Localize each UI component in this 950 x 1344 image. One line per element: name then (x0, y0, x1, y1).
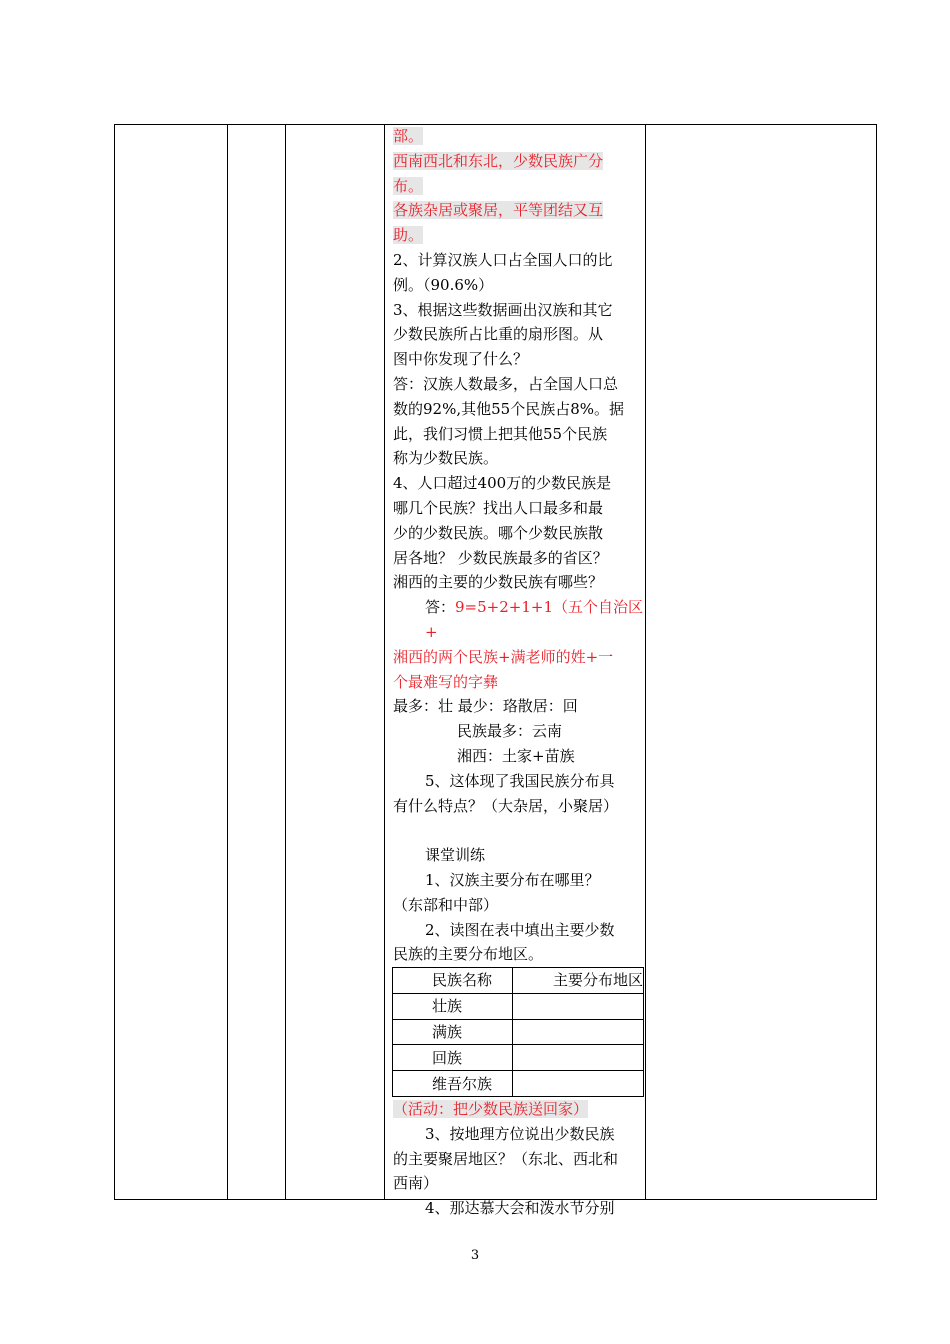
activity-note: （活动：把少数民族送回家） (393, 1100, 589, 1119)
text-line (393, 496, 645, 521)
text-line-content: 称为少数民族。 (393, 449, 499, 468)
table-row (393, 1071, 644, 1097)
text-line-content: 少的少数民族。哪个少数民族散 (393, 523, 604, 542)
text-line-content: 少数民族所占比重的扇形图。从 (393, 325, 604, 344)
text-line (393, 174, 645, 199)
page-number: 3 (470, 1248, 480, 1263)
text-line-content: 此，我们习惯上把其他55个民族 (393, 424, 608, 443)
q4-line-1: 4、那达慕大会和泼水节分别 (425, 1199, 615, 1218)
table-cell (512, 993, 643, 1019)
table-row (393, 993, 644, 1019)
table-cell (512, 1045, 643, 1071)
text-line (393, 223, 645, 248)
text-line-content: 湘西的主要的少数民族有哪些？ (393, 573, 604, 592)
text-line (393, 322, 645, 347)
table-header-row (393, 968, 644, 994)
q5-line-1: 5、这体现了我国民族分布具 (425, 771, 615, 790)
table-header-cell: 主要分布地区 (512, 968, 643, 994)
column-divider-3 (384, 124, 385, 1200)
q5-line-2: 有什么特点？（大杂居，小聚居） (393, 796, 619, 815)
table-cell: 壮族 (393, 993, 513, 1019)
text-line (393, 546, 645, 571)
text-line-content: 部。 (393, 127, 424, 145)
text-line-content: 助。 (393, 226, 424, 245)
training-q2-line-2: 民族的主要分布地区。 (393, 945, 544, 964)
q3-line-2: 的主要聚居地区？（东北、西北和 (393, 1149, 619, 1168)
text-line-content: 3、根据这些数据画出汉族和其它 (393, 300, 613, 319)
text-line (393, 570, 645, 595)
table-row (393, 1045, 644, 1071)
answer-detail-2: 民族最多：云南 (457, 722, 563, 741)
text-line (393, 198, 645, 223)
text-line-content: 数的92%,其他55个民族占8%。据 (393, 399, 624, 418)
answer-line-2: 湘西的两个民族+满老师的姓+一 (393, 647, 614, 666)
column-divider-1 (227, 124, 228, 1200)
text-line (393, 124, 645, 149)
answer-line-3: 个最难写的字彝 (393, 672, 499, 691)
content-lines (393, 124, 645, 595)
column-divider-4 (645, 124, 646, 1200)
text-line (393, 273, 645, 298)
text-line-content: 4、人口超过400万的少数民族是 (393, 474, 612, 493)
text-line-content: 例。（90.6%） (393, 275, 494, 294)
text-line (393, 422, 645, 447)
training-q1-line-2: （东部和中部） (393, 895, 499, 914)
text-line (393, 397, 645, 422)
text-line (393, 521, 645, 546)
blank-line (393, 818, 645, 843)
q3-line-3: 西南） (393, 1174, 439, 1193)
answer-detail-1: 最多：壮 最少：珞散居：回 (393, 697, 578, 716)
text-line-content: 布。 (393, 176, 424, 195)
table-cell (512, 1071, 643, 1097)
text-line-content: 西南西北和东北，少数民族广分 (393, 151, 604, 170)
training-q2-line-1: 2、读图在表中填出主要少数 (425, 920, 615, 939)
text-line-content: 2、计算汉族人口占全国人口的比 (393, 250, 613, 269)
text-line (393, 298, 645, 323)
column-divider-2 (285, 124, 286, 1200)
text-line-content: 图中你发现了什么？ (393, 350, 529, 369)
text-line (393, 248, 645, 273)
answer-line-1: 答：9=5+2+1+1（五个自治区+ (425, 598, 644, 641)
text-line (393, 446, 645, 471)
text-line (393, 372, 645, 397)
text-line (393, 149, 645, 174)
training-q1-line-1: 1、汉族主要分布在哪里？ (425, 870, 600, 889)
answer-detail-3: 湘西：土家+苗族 (457, 746, 575, 765)
table-cell: 回族 (393, 1045, 513, 1071)
ethnic-distribution-table (392, 967, 644, 1097)
training-heading: 课堂训练 (425, 846, 486, 865)
q3-line-1: 3、按地理方位说出少数民族 (425, 1124, 615, 1143)
table-row (393, 1019, 644, 1045)
text-line-content: 各族杂居或聚居，平等团结又互 (393, 201, 604, 220)
text-line (393, 347, 645, 372)
text-line-content: 哪几个民族？找出人口最多和最 (393, 498, 604, 517)
text-line (393, 471, 645, 496)
table-cell: 满族 (393, 1019, 513, 1045)
table-cell (512, 1019, 643, 1045)
table-cell: 维吾尔族 (393, 1071, 513, 1097)
lesson-content-column (393, 124, 645, 1221)
text-line-content: 答：汉族人数最多，占全国人口总 (393, 374, 619, 393)
table-header-cell: 民族名称 (393, 968, 513, 994)
text-line-content: 居各地？ 少数民族最多的省区？ (393, 548, 608, 567)
